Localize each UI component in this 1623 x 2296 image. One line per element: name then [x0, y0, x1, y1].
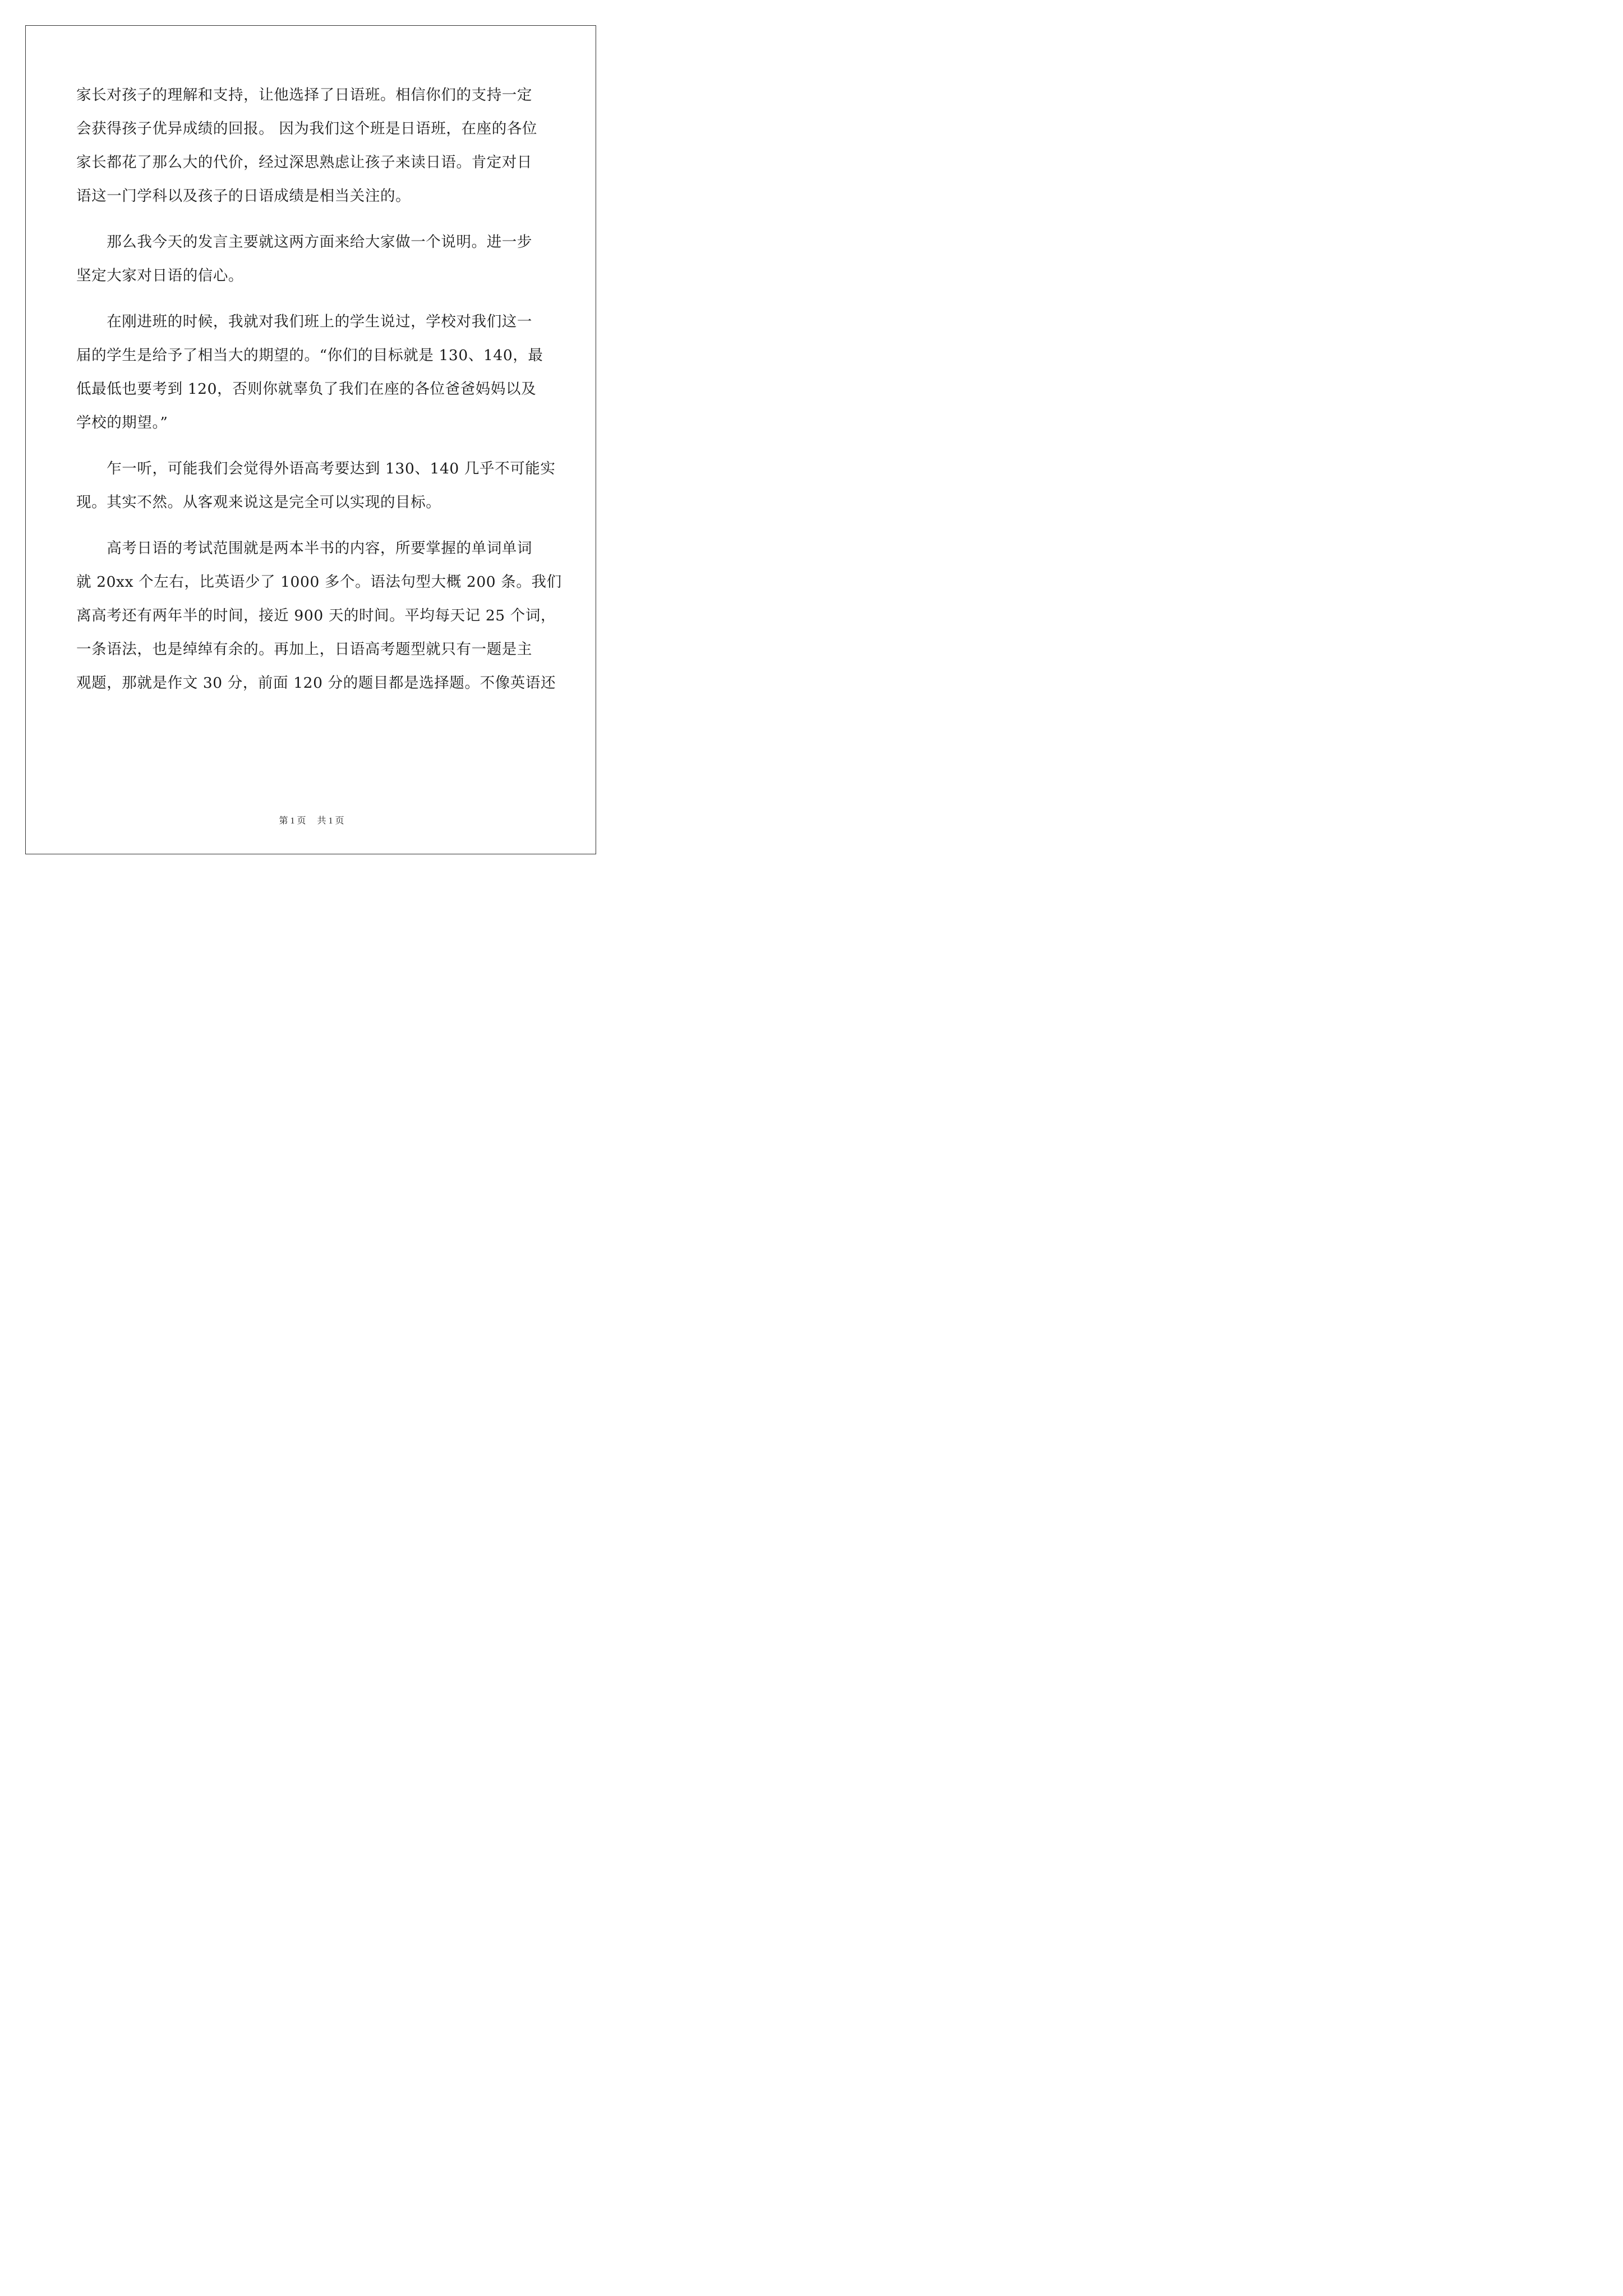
text-line: 会获得孩子优异成绩的回报。 因为我们这个班是日语班，在座的各位 — [76, 120, 538, 137]
text-line: 在刚进班的时候，我就对我们班上的学生说过，学校对我们这一 — [76, 313, 532, 330]
text-line: 坚定大家对日语的信心。 — [76, 267, 244, 284]
text-line: 届的学生是给予了相当大的期望的。“你们的目标就是 130、140，最 — [76, 347, 543, 364]
paragraph-5 — [76, 532, 562, 700]
text-line: 低最低也要考到 120，否则你就辜负了我们在座的各位爸爸妈妈以及 — [76, 380, 537, 398]
text-line: 现。其实不然。从客观来说这是完全可以实现的目标。 — [76, 494, 441, 511]
page-number: 第 1 页 — [279, 816, 306, 826]
text-line: 高考日语的考试范围就是两本半书的内容，所要掌握的单词单词 — [76, 540, 532, 557]
document-body — [76, 79, 562, 700]
text-line: 一条语法，也是绰绰有余的。再加上，日语高考题型就只有一题是主 — [76, 641, 532, 658]
text-line: 家长对孩子的理解和支持，让他选择了日语班。相信你们的支持一定 — [76, 86, 532, 104]
paragraph-1 — [76, 79, 550, 213]
text-line: 那么我今天的发言主要就这两方面来给大家做一个说明。进一步 — [76, 233, 532, 251]
text-line: 离高考还有两年半的时间，接近 900 天的时间。平均每天记 25 个词， — [76, 607, 556, 624]
text-line: 就 20xx 个左右，比英语少了 1000 多个。语法句型大概 200 条。我们 — [76, 573, 562, 591]
paragraph-2 — [76, 226, 550, 293]
page-total: 共 1 页 — [317, 816, 344, 826]
text-line: 乍一听，可能我们会觉得外语高考要达到 130、140 几乎不可能实 — [76, 460, 556, 477]
page-footer — [0, 813, 623, 826]
text-line: 语这一门学科以及孩子的日语成绩是相当关注的。 — [76, 187, 411, 205]
paragraph-4 — [76, 452, 556, 519]
text-line: 学校的期望。” — [76, 414, 168, 431]
text-line: 观题，那就是作文 30 分，前面 120 分的题目都是选择题。不像英语还 — [76, 674, 556, 692]
text-line: 家长都花了那么大的代价，经过深思熟虑让孩子来读日语。肯定对日 — [76, 154, 532, 171]
paragraph-3 — [76, 305, 550, 440]
